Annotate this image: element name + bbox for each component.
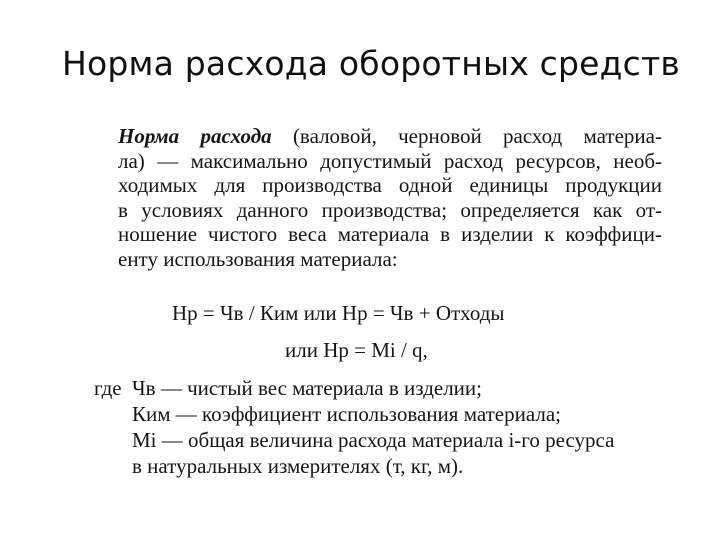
legend-item: в натуральных измерителях (т, кг, м).: [132, 454, 464, 478]
formula-alt: или Нр = Mi / q,: [285, 338, 428, 362]
definition-line: енту использования материала:: [118, 246, 398, 271]
definition-paragraph: [118, 124, 662, 272]
scanned-text-block: [94, 124, 669, 494]
definition-line: ходимых для производства одной единицы продукции: [118, 173, 662, 198]
legend-item: Mi — общая величина расхода материала i-го ресурса: [132, 428, 615, 452]
legend-item: Чв — чистый вес материала в изделии;: [132, 376, 482, 400]
definition-line: ношение чистого веса материала в изделии к коэффици-: [118, 222, 662, 247]
definition-line: в условиях данного производства; определяется как от-: [118, 197, 662, 222]
definition-line-text: (валовой, черновой расход материа-: [271, 124, 662, 148]
definition-line: [118, 124, 662, 149]
legend-row: [94, 453, 614, 479]
variable-legend: [94, 375, 614, 479]
definition-term: Норма расхода: [118, 124, 272, 148]
legend-row: [94, 427, 614, 453]
formula-main: Нр = Чв / Ким или Нр = Чв + Отходы: [172, 301, 505, 325]
legend-row: [94, 401, 614, 427]
legend-where: где: [94, 376, 122, 400]
legend-row: [94, 375, 614, 401]
slide-title: Норма расхода оборотных средств: [62, 44, 681, 83]
legend-item: Ким — коэффициент использования материала;: [132, 402, 562, 426]
definition-line: ла) — максимально допустимый расход ресурсов, необ-: [118, 148, 662, 173]
